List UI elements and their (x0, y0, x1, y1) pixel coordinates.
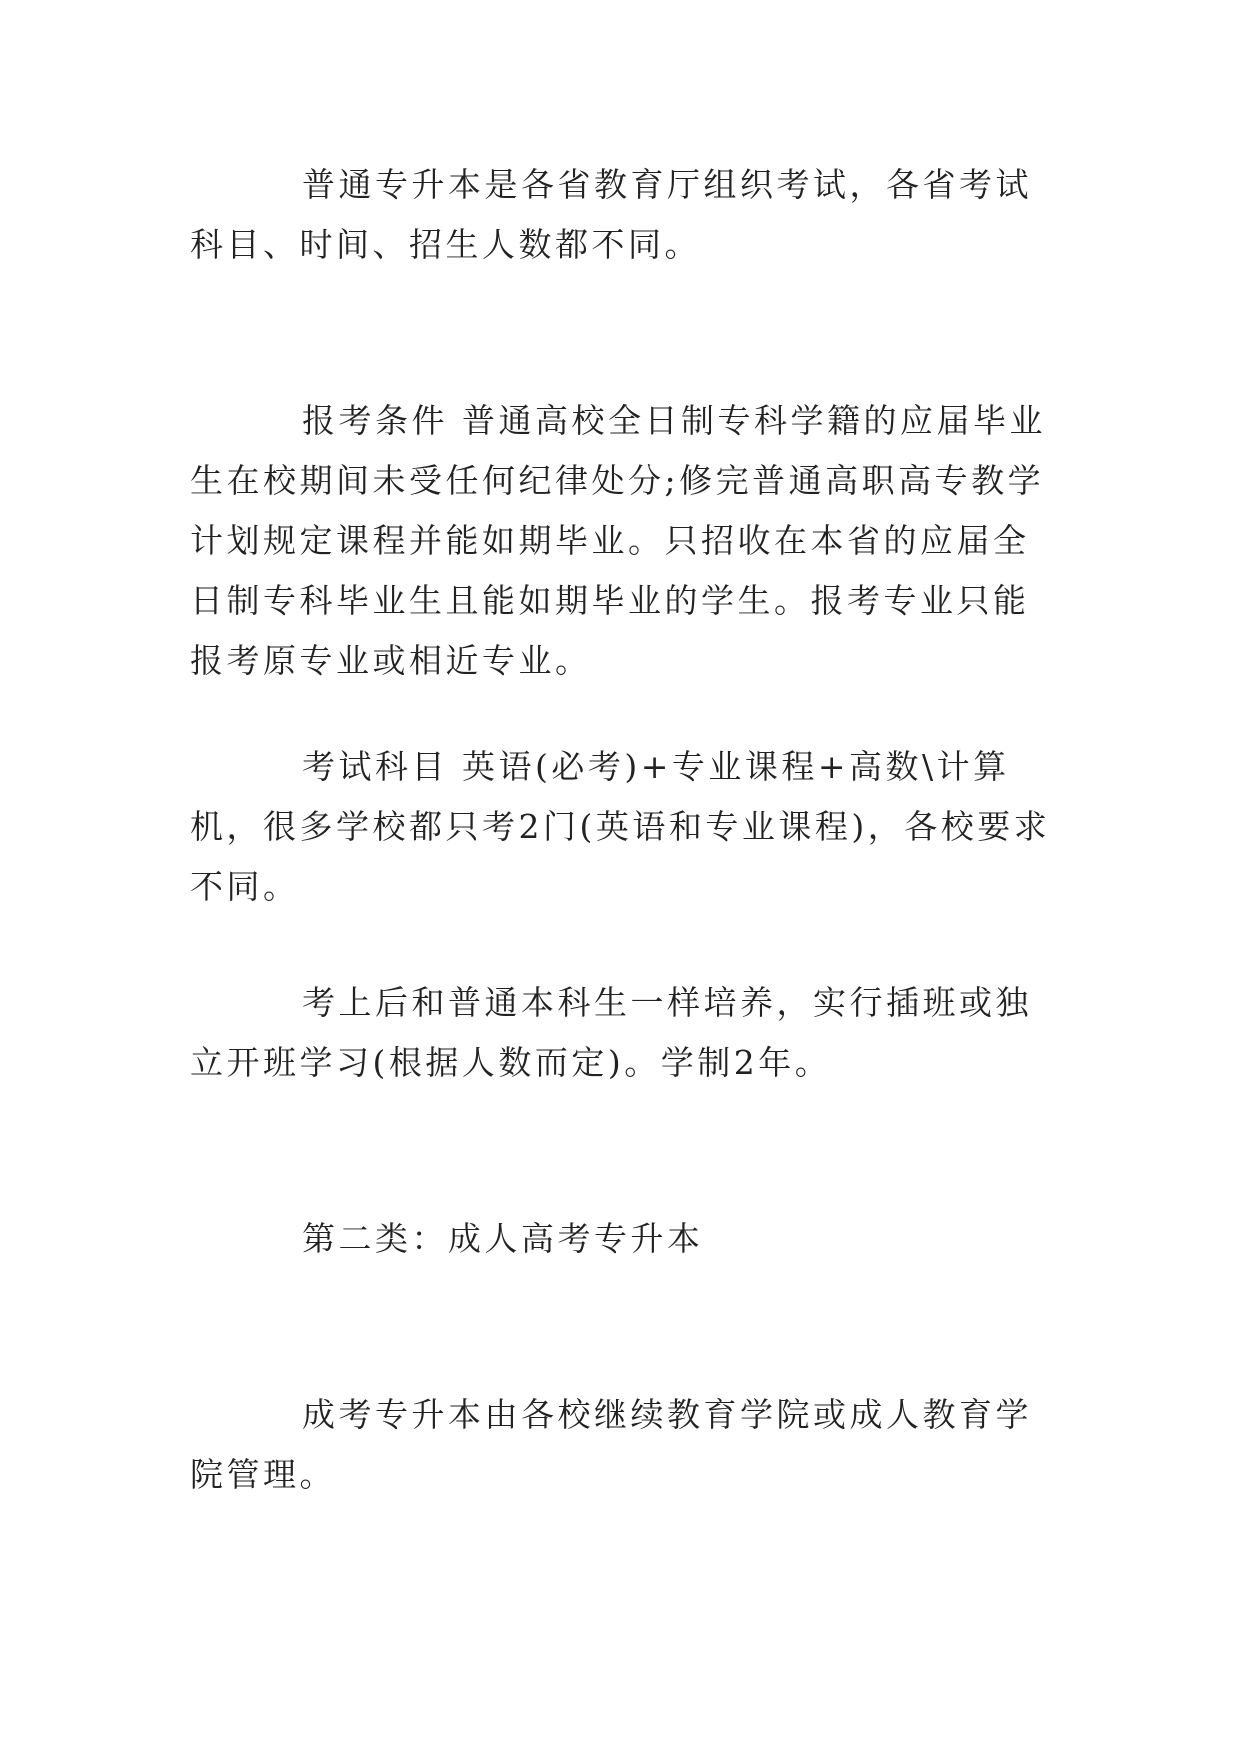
paragraph-exam-subjects: 考试科目 英语(必考)+专业课程+高数\计算机，很多学校都只考2门(英语和专业课程)，各校要求不同。 (190, 747, 1051, 906)
section-heading-adult-exam: 第二类：成人高考专升本 (302, 1219, 704, 1258)
paragraph-adult-management: 成考专升本由各校继续教育学院或成人教育学院管理。 (190, 1395, 1032, 1494)
paragraph-eligibility: 报考条件 普通高校全日制专科学籍的应届毕业生在校期间未受任何纪律处分;修完普通高职高专教学计划规定课程并能如期毕业。只招收在本省的应届全日制专科毕业生且能如期毕业的学生。报考专业只能报考原专业或相近专业。 (190, 401, 1046, 680)
paragraph-exam-organization: 普通专升本是各省教育厅组织考试，各省考试科目、时间、招生人数都不同。 (190, 165, 1032, 264)
paragraph-training: 考上后和普通本科生一样培养，实行插班或独立开班学习(根据人数而定)。学制2年。 (190, 983, 1032, 1082)
